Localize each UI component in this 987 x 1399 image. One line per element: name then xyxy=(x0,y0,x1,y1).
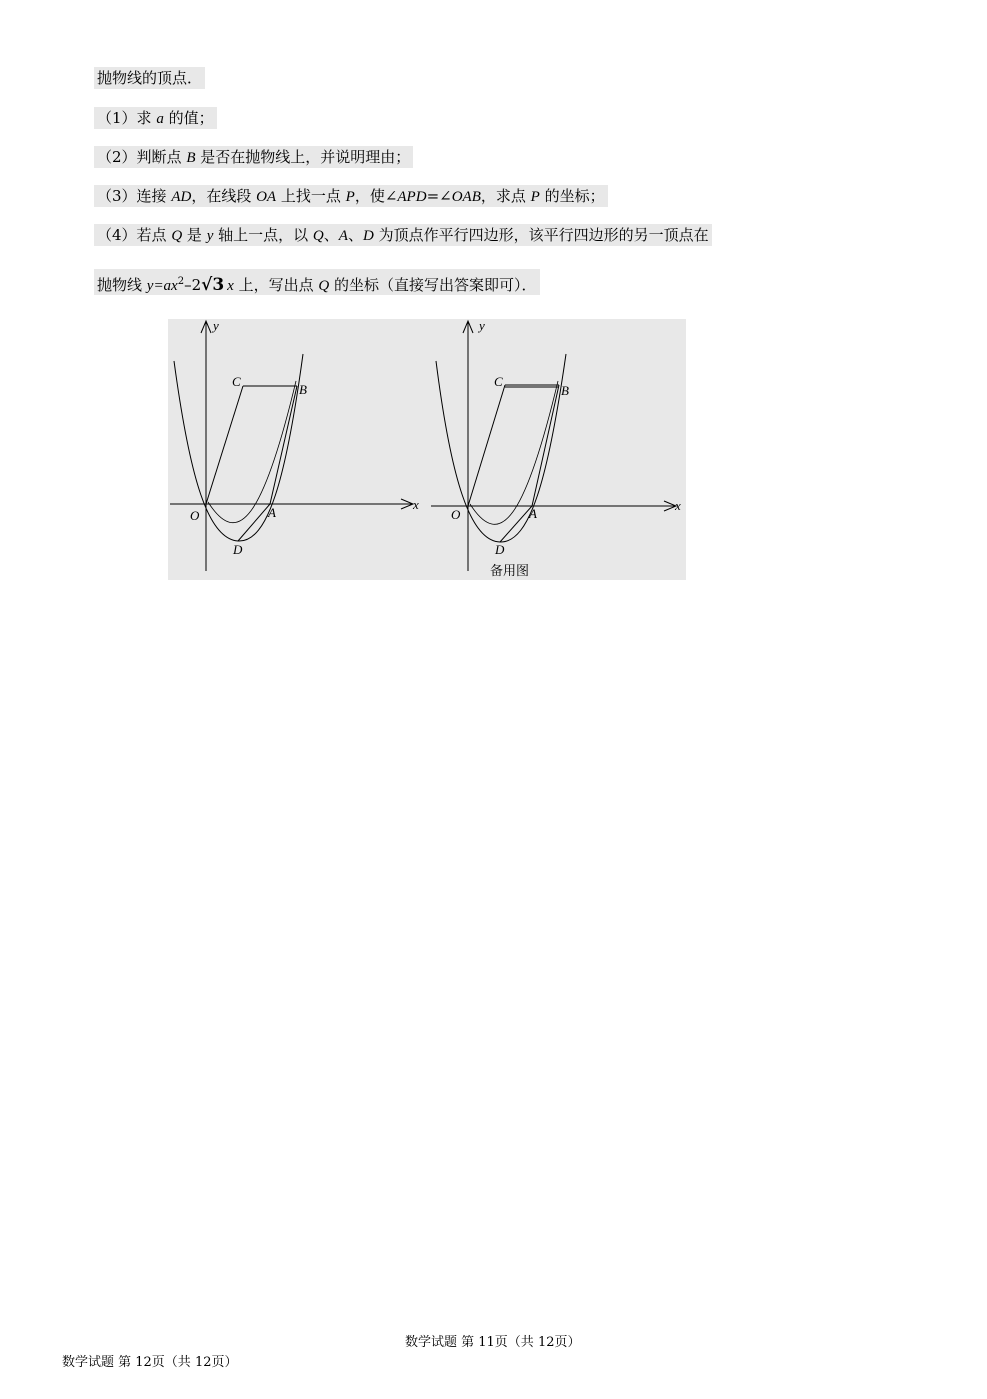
footer-page-left: 数学试题 第 12页（共 12页） xyxy=(62,1355,238,1370)
label-o-left: O xyxy=(190,508,200,523)
segment-ad xyxy=(238,504,270,541)
figure-spare xyxy=(431,321,676,571)
question-part-2: （2）判断点 B 是否在抛物线上，并说明理由； xyxy=(94,146,413,168)
figure-main xyxy=(170,321,413,571)
label-y-right: y xyxy=(479,319,485,333)
label-x-right: x xyxy=(675,498,681,513)
question-part-4-continued: 抛物线 $y=ax^2-2√3$ x 上，写出点 Q 的坐标（直接写出答案即可）． xyxy=(94,269,540,295)
label-d-right: D xyxy=(495,542,505,557)
label-o-right: O xyxy=(451,507,461,522)
question-part-4: （4）若点 Q 是 y 轴上一点，以 Q、A、D 为顶点作平行四边形，该平行四边形的另一顶点在 xyxy=(94,224,712,246)
footer-page-center: 数学试题 第 11页（共 12页） xyxy=(405,1335,581,1350)
label-b-right: B xyxy=(561,383,569,398)
label-a-left: A xyxy=(268,505,276,520)
label-a-right: A xyxy=(529,506,537,521)
segment-oc xyxy=(468,385,505,506)
sqrt-three: √3 xyxy=(201,275,225,295)
question-part-3: （3）连接 AD，在线段 OA 上找一点 P，使∠APD=∠OAB，求点 P 的坐标； xyxy=(94,185,608,207)
segment-ba xyxy=(532,385,559,506)
label-c-right: C xyxy=(494,374,503,389)
figure-panel xyxy=(168,319,686,580)
parabola-figures xyxy=(168,319,686,580)
segment-ba xyxy=(270,386,297,504)
label-b-left: B xyxy=(299,382,307,397)
label-c-left: C xyxy=(232,374,241,389)
segment-oc xyxy=(206,386,243,504)
label-y-left: y xyxy=(213,319,219,333)
segment-ad xyxy=(500,506,532,542)
figure-caption: 备用图 xyxy=(490,564,530,579)
question-line-0: 抛物线的顶点． xyxy=(94,67,205,89)
label-x-left: x xyxy=(413,497,419,512)
question-part-1: （1）求 a 的值； xyxy=(94,107,217,129)
label-d-left: D xyxy=(233,542,243,557)
